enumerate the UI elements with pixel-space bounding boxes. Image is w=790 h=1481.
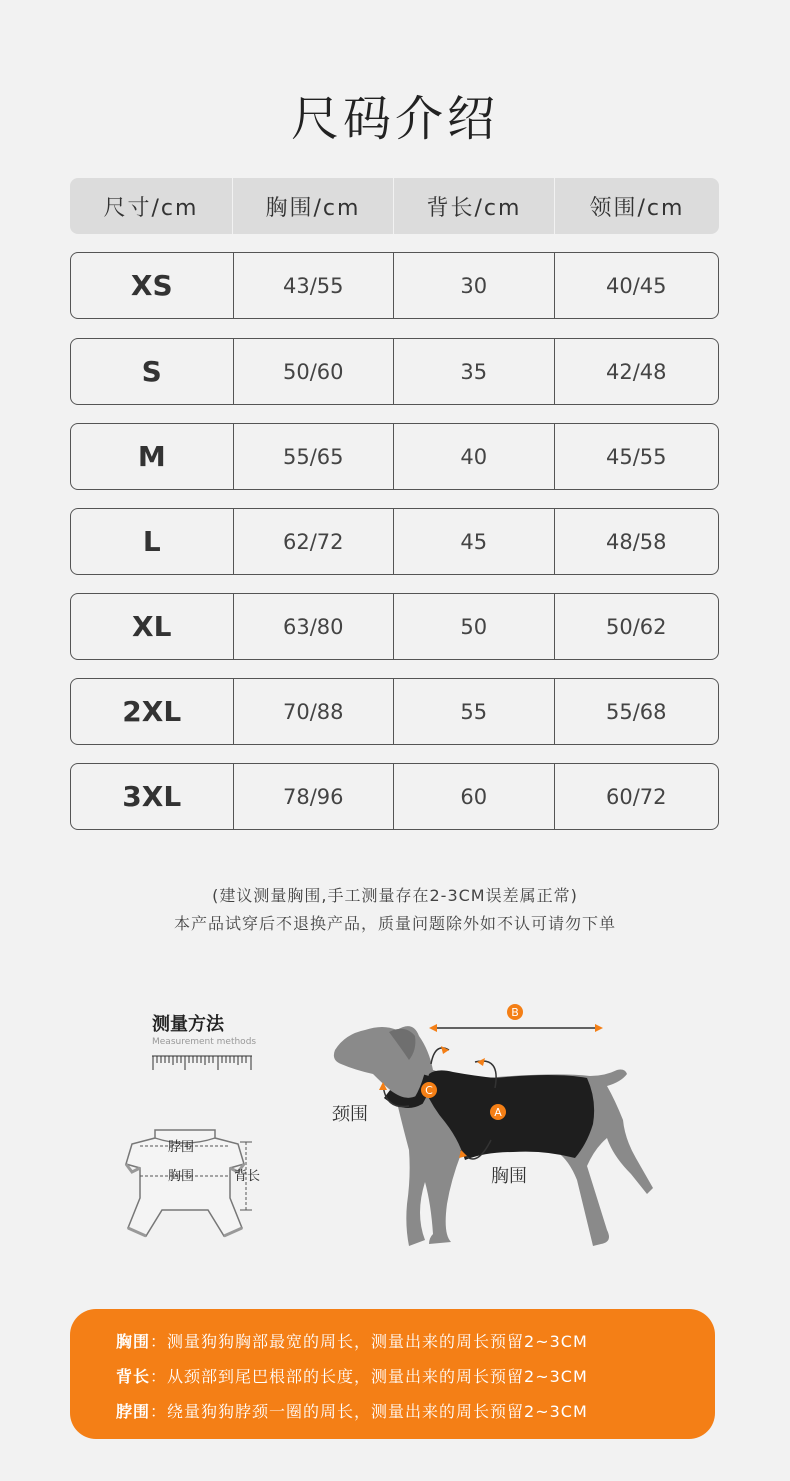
garment-chest-label: 胸围 — [168, 1169, 195, 1184]
marker-a-label: A — [494, 1106, 502, 1119]
back-cell: 50 — [394, 594, 555, 659]
neck-cell: 60/72 — [605, 784, 667, 809]
definition-text: 测量狗狗胸部最宽的周长，测量出来的周长预留2~3CM — [167, 1332, 588, 1351]
garment-diagram — [110, 1120, 330, 1260]
table-row — [70, 678, 719, 745]
dog-measurement-diagram — [325, 990, 665, 1260]
chest-cell: 55/65 — [234, 424, 395, 489]
garment-neck-label: 脖围 — [168, 1140, 195, 1155]
back-cell: 45 — [394, 509, 555, 574]
size-cell: L — [71, 509, 234, 574]
definition-text: 从颈部到尾巴根部的长度，测量出来的周长预留2~3CM — [167, 1367, 588, 1386]
neck-label: 颈围 — [332, 1104, 368, 1125]
neck-cell: 40/45 — [605, 273, 667, 298]
neck-cell: 42/48 — [605, 359, 667, 384]
back-cell: 55 — [394, 679, 555, 744]
ruler-icon — [152, 1054, 252, 1072]
table-row — [70, 508, 719, 575]
definition-back — [116, 1364, 588, 1387]
method-title: 测量方法 — [152, 1014, 224, 1035]
chest-cell: 63/80 — [234, 594, 395, 659]
size-cell: 2XL — [71, 679, 234, 744]
table-row — [70, 593, 719, 660]
chest-cell: 62/72 — [234, 509, 395, 574]
definition-term: 胸围 — [116, 1332, 151, 1351]
definition-text: 绕量狗狗脖颈一圈的周长，测量出来的周长预留2~3CM — [167, 1402, 588, 1421]
definition-term: 脖围 — [116, 1402, 151, 1421]
table-row — [70, 423, 719, 490]
size-cell: 3XL — [71, 764, 234, 829]
chest-cell: 70/88 — [234, 679, 395, 744]
neck-cell: 55/68 — [605, 699, 667, 724]
definitions-panel — [70, 1309, 715, 1439]
definition-chest — [116, 1329, 588, 1352]
definition-sep: ： — [150, 1332, 168, 1351]
header-back: 背长/cm — [394, 178, 555, 234]
size-cell: S — [71, 339, 234, 404]
chest-label: 胸围 — [491, 1166, 527, 1187]
dog-illustration — [325, 990, 665, 1260]
page-title: 尺码介绍 — [290, 91, 499, 147]
method-subtitle: Measurement methods — [152, 1037, 257, 1047]
chest-cell: 78/96 — [234, 764, 395, 829]
definition-term: 背长 — [116, 1367, 151, 1386]
header-size: 尺寸/cm — [70, 178, 233, 234]
garment-back-label: 背长 — [234, 1169, 261, 1184]
measurement-note: (建议测量胸围,手工测量存在2-3CM误差属正常) — [212, 886, 578, 905]
neck-cell: 48/58 — [605, 529, 667, 554]
chest-cell: 50/60 — [234, 339, 395, 404]
back-cell: 35 — [394, 339, 555, 404]
back-cell: 60 — [394, 764, 555, 829]
back-cell: 30 — [394, 253, 555, 318]
chest-cell: 43/55 — [234, 253, 395, 318]
table-row — [70, 338, 719, 405]
table-row — [70, 252, 719, 319]
neck-cell: 50/62 — [605, 614, 667, 639]
size-cell: M — [71, 424, 234, 489]
neck-cell: 45/55 — [605, 444, 667, 469]
table-row — [70, 763, 719, 830]
definition-sep: ： — [150, 1402, 168, 1421]
size-table-header — [70, 178, 719, 234]
size-cell: XL — [71, 594, 234, 659]
definition-neck — [116, 1399, 588, 1422]
header-neck: 领围/cm — [589, 195, 685, 221]
measurement-method-panel — [110, 990, 330, 1270]
size-cell: XS — [71, 253, 234, 318]
return-policy-note: 本产品试穿后不退换产品，质量问题除外如不认可请勿下单 — [173, 914, 616, 933]
back-cell: 40 — [394, 424, 555, 489]
marker-b-label: B — [511, 1006, 519, 1019]
marker-c-label: C — [425, 1084, 433, 1097]
definition-sep: ： — [150, 1367, 168, 1386]
header-chest: 胸围/cm — [233, 178, 394, 234]
